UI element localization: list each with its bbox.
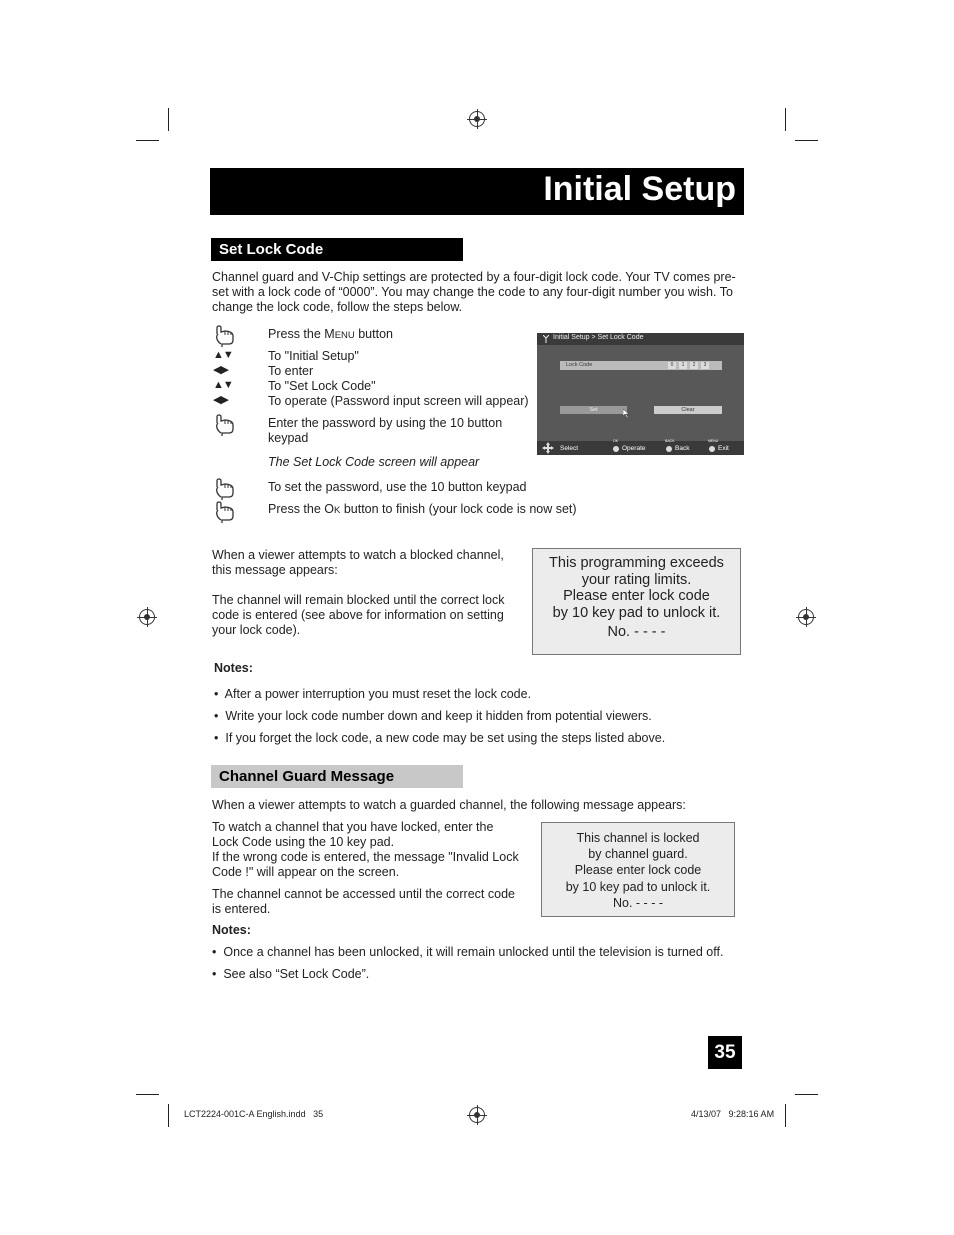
text-line: is entered.	[212, 902, 271, 916]
osd-operate-label: Operate	[622, 445, 646, 452]
blocked-channel-paragraph	[212, 548, 504, 578]
message-line: No. - - - -	[607, 624, 666, 640]
press-hand-icon	[213, 501, 235, 523]
crop-mark	[136, 1094, 159, 1095]
osd-back-button-icon	[666, 446, 672, 452]
footer-filename: LCT2224-001C-A English.indd 35	[184, 1109, 324, 1119]
text-line: Lock Code using the 10 key pad.	[212, 835, 395, 849]
note-text: See also “Set Lock Code”.	[223, 967, 370, 981]
section-heading-channel-guard: Channel Guard Message	[211, 765, 463, 788]
crop-mark	[785, 1104, 786, 1127]
osd-lock-code-label: Lock Code	[566, 362, 593, 368]
text-line: code is entered (see above for information on setting	[212, 608, 504, 622]
text-line: Channel guard and V-Chip settings are protected by a four-digit lock code. Your TV comes pre-	[212, 270, 736, 284]
bullet: •	[212, 945, 217, 959]
message-line: your rating limits.	[581, 571, 692, 588]
text-line: To watch a channel that you have locked, enter the	[212, 820, 494, 834]
message-line: by 10 key pad to unlock it.	[552, 604, 721, 621]
note-item	[214, 709, 665, 724]
registration-mark-icon	[469, 111, 485, 127]
remain-blocked-paragraph	[212, 593, 505, 638]
text-part: button	[354, 327, 393, 341]
text-part: button to finish (your lock code is now set)	[340, 502, 577, 516]
note-text: After a power interruption you must reset the lock code.	[224, 687, 532, 701]
osd-ok-tag: OK	[613, 439, 619, 443]
message-line: This programming exceeds	[549, 555, 724, 571]
arrow-keys-column	[213, 348, 233, 408]
crop-mark	[795, 140, 818, 141]
up-down-arrow-icon: ▲▼	[213, 349, 233, 361]
step-press-ok	[268, 502, 577, 518]
osd-set-button: Set	[560, 406, 627, 414]
registration-mark-icon	[469, 1107, 485, 1123]
notes-heading: Notes:	[212, 923, 251, 937]
bullet: •	[214, 731, 219, 745]
osd-select-label: Select	[560, 445, 579, 452]
bullet: •	[214, 687, 219, 701]
channel-guard-paragraph	[212, 820, 519, 880]
step-press-menu	[268, 327, 393, 343]
page-title: Initial Setup	[543, 170, 736, 208]
crop-mark	[136, 140, 159, 141]
message-line: by 10 key pad to unlock it.	[565, 879, 711, 894]
text-line: When a viewer attempts to watch a blocked channel,	[212, 548, 504, 562]
step-line: Enter the password by using the 10 button	[268, 416, 503, 430]
step-line: To enter	[268, 364, 314, 378]
text-part: ENU	[334, 330, 355, 341]
osd-digit: 0	[668, 362, 676, 369]
text-line: Code !" will appear on the screen.	[212, 865, 400, 879]
note-item	[214, 687, 665, 702]
notes-list	[214, 687, 665, 753]
step-line: To "Initial Setup"	[268, 349, 359, 363]
text-part: Press the M	[268, 327, 335, 341]
text-part: K	[334, 505, 341, 516]
step-set-password: To set the password, use the 10 button keypad	[268, 480, 527, 494]
osd-digit: 2	[690, 362, 698, 369]
dpad-icon	[542, 442, 554, 454]
osd-breadcrumb: Initial Setup > Set Lock Code	[553, 334, 644, 341]
press-hand-icon	[213, 478, 235, 500]
crop-mark	[168, 1104, 169, 1127]
text-part: Press the O	[268, 502, 334, 516]
note-text: Write your lock code number down and keep it hidden from potential viewers.	[225, 709, 652, 723]
osd-back-tag: BACK	[665, 439, 675, 443]
intro-paragraph	[212, 270, 752, 315]
step-list	[268, 349, 529, 409]
osd-exit-label: Exit	[718, 445, 729, 452]
osd-digit: 3	[701, 362, 709, 369]
antenna-icon	[543, 335, 549, 343]
left-right-arrow-icon: ◀▶	[213, 364, 228, 376]
bullet: •	[212, 967, 217, 981]
text-line: your lock code).	[212, 623, 301, 637]
crop-mark	[785, 108, 786, 131]
notes-heading: Notes:	[214, 661, 253, 675]
osd-ok-button-icon	[613, 446, 619, 452]
press-hand-icon	[213, 414, 235, 436]
note-text: Once a channel has been unlocked, it will remain unlocked until the television is turned off.	[223, 945, 724, 959]
step-line: To operate (Password input screen will appear)	[268, 394, 529, 408]
message-line: This channel is locked	[576, 831, 700, 845]
note-item	[212, 967, 723, 982]
page-banner	[210, 168, 744, 215]
step-line: To "Set Lock Code"	[268, 379, 376, 393]
section-heading-set-lock-code: Set Lock Code	[211, 238, 463, 261]
message-line: No. - - - -	[613, 895, 663, 910]
message-line: Please enter lock code	[574, 863, 702, 878]
text-line: this message appears:	[212, 563, 338, 577]
text-line: The channel cannot be accessed until the correct code	[212, 887, 515, 901]
text-line: The channel will remain blocked until the correct lock	[212, 593, 505, 607]
footer-timestamp: 4/13/07 9:28:16 AM	[691, 1109, 775, 1119]
crop-mark	[168, 108, 169, 131]
rating-limit-message-box	[532, 548, 741, 655]
crop-mark	[795, 1094, 818, 1095]
message-line: Please enter lock code	[563, 588, 710, 604]
press-hand-icon	[213, 325, 235, 347]
registration-mark-icon	[139, 609, 155, 625]
text-line: If the wrong code is entered, the message "Invalid Lock	[212, 850, 519, 864]
text-line: change the lock code, follow the steps below.	[212, 300, 463, 314]
channel-guard-paragraph-2	[212, 887, 515, 917]
osd-menu-button-icon	[709, 446, 715, 452]
message-line: by channel guard.	[588, 847, 688, 862]
step-screen-appears: The Set Lock Code screen will appear	[268, 455, 480, 469]
note-text: If you forget the lock code, a new code may be set using the steps listed above.	[225, 731, 666, 745]
osd-footer	[537, 441, 744, 455]
channel-locked-message-box	[541, 822, 735, 917]
note-item	[212, 945, 723, 960]
osd-set-lock-code-screen	[537, 333, 744, 455]
up-down-arrow-icon: ▲▼	[213, 379, 233, 391]
note-item	[214, 731, 665, 746]
step-line: keypad	[268, 431, 309, 445]
notes-list	[212, 945, 723, 989]
step-enter-password	[268, 416, 502, 446]
registration-mark-icon	[798, 609, 814, 625]
osd-digit: 1	[679, 362, 687, 369]
osd-back-label: Back	[675, 445, 690, 452]
osd-clear-button: Clear	[654, 406, 722, 414]
osd-lock-code-row	[560, 361, 722, 370]
osd-menu-tag: MENU	[708, 439, 719, 443]
bullet: •	[214, 709, 219, 723]
channel-guard-intro: When a viewer attempts to watch a guarded channel, the following message appears:	[212, 798, 686, 812]
left-right-arrow-icon: ◀▶	[213, 394, 228, 406]
osd-header	[537, 333, 744, 345]
cursor-icon	[623, 409, 630, 418]
text-line: set with a lock code of “0000”. You may change the code to any four-digit number you wish. To	[212, 285, 733, 299]
page-number: 35	[708, 1036, 742, 1069]
